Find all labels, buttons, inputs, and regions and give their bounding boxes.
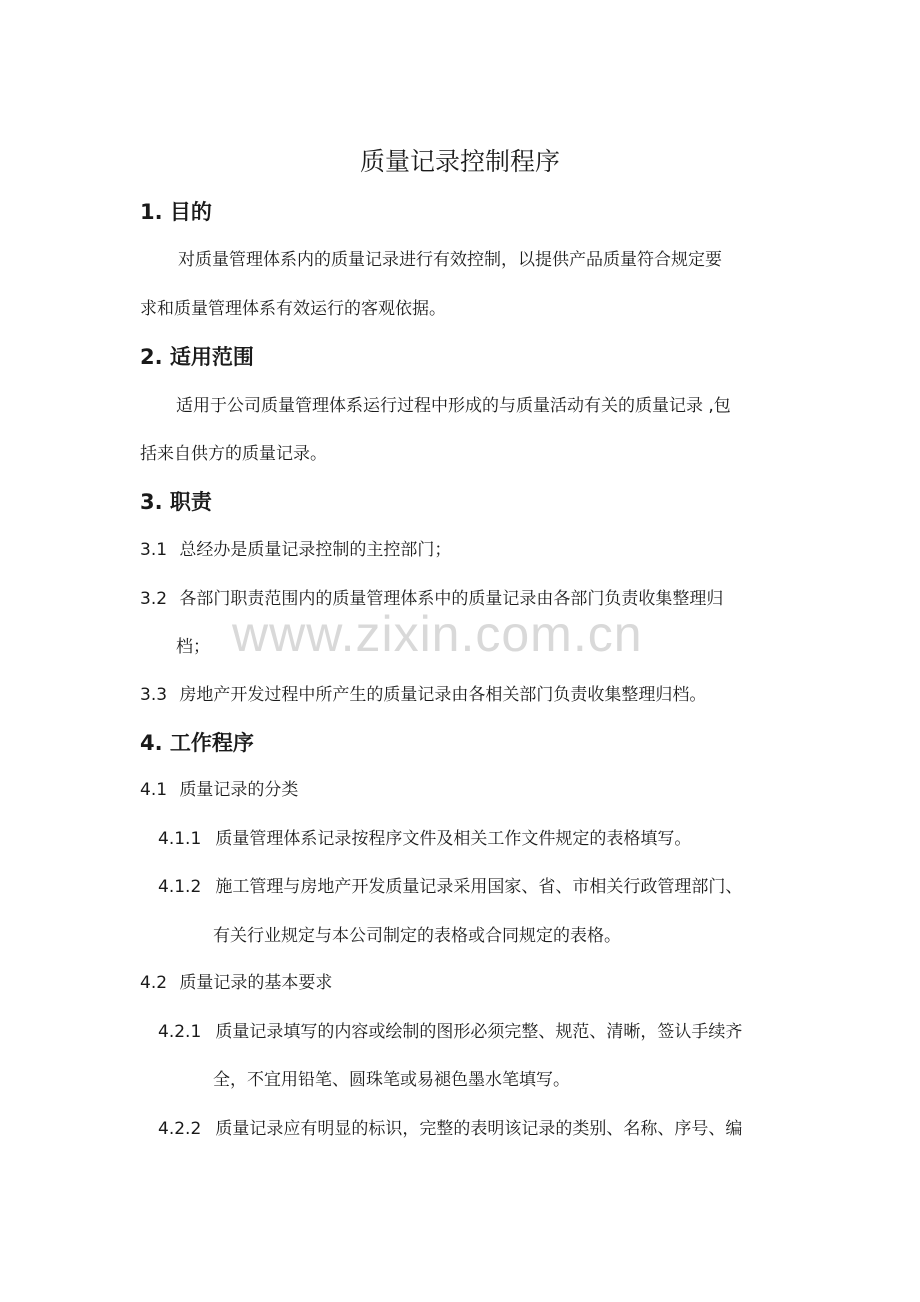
list-item [140, 777, 298, 803]
item-text: 房地产开发过程中所产生的质量记录由各相关部门负责收集整理归档。 [179, 685, 707, 705]
list-item [140, 682, 706, 708]
section-heading-purpose: 1. 目的 [140, 200, 212, 224]
paragraph-line: 适用于公司质量管理体系运行过程中形成的与质量活动有关的质量记录 ,包 [176, 396, 731, 416]
list-item [158, 1116, 742, 1142]
item-number: 3.3 [140, 685, 168, 705]
item-number: 3.1 [140, 540, 168, 560]
list-item [158, 826, 691, 852]
item-text: 质量管理体系记录按程序文件及相关工作文件规定的表格填写。 [215, 829, 692, 849]
item-number: 4.1.1 [158, 829, 202, 849]
item-number: 4.2.2 [158, 1119, 202, 1139]
item-text: 质量记录应有明显的标识，完整的表明该记录的类别、名称、序号、编 [215, 1119, 743, 1139]
item-number: 4.1.2 [158, 877, 202, 897]
paragraph-line: 求和质量管理体系有效运行的客观依据。 [140, 299, 446, 319]
item-number: 4.2.1 [158, 1022, 202, 1042]
paragraph-line: 括来自供方的质量记录。 [140, 444, 327, 464]
item-continuation: 有关行业规定与本公司制定的表格或合同规定的表格。 [213, 926, 621, 946]
item-text: 施工管理与房地产开发质量记录采用国家、省、市相关行政管理部门、 [215, 877, 743, 897]
paragraph-line: 对质量管理体系内的质量记录进行有效控制，以提供产品质量符合规定要 [178, 250, 722, 270]
watermark: www.zixin.com.cn [232, 606, 643, 662]
list-item [158, 1019, 742, 1045]
item-number: 4.2 [140, 973, 168, 993]
list-item [140, 970, 332, 996]
item-number: 3.2 [140, 589, 168, 609]
item-continuation: 全，不宜用铅笔、圆珠笔或易褪色墨水笔填写。 [213, 1070, 570, 1090]
item-text: 各部门职责范围内的质量管理体系中的质量记录由各部门负责收集整理归 [179, 589, 724, 609]
item-continuation: 档； [176, 637, 210, 657]
item-number: 4.1 [140, 780, 168, 800]
item-text: 质量记录的分类 [179, 780, 299, 800]
item-text: 质量记录的基本要求 [179, 973, 333, 993]
section-heading-procedure: 4. 工作程序 [140, 731, 254, 755]
list-item [158, 874, 742, 900]
section-heading-scope: 2. 适用范围 [140, 345, 254, 369]
document-title: 质量记录控制程序 [359, 147, 560, 176]
list-item [140, 537, 451, 563]
item-text: 总经办是质量记录控制的主控部门； [179, 540, 452, 560]
section-heading-responsibilities: 3. 职责 [140, 490, 212, 514]
item-text: 质量记录填写的内容或绘制的图形必须完整、规范、清晰，签认手续齐 [215, 1022, 743, 1042]
